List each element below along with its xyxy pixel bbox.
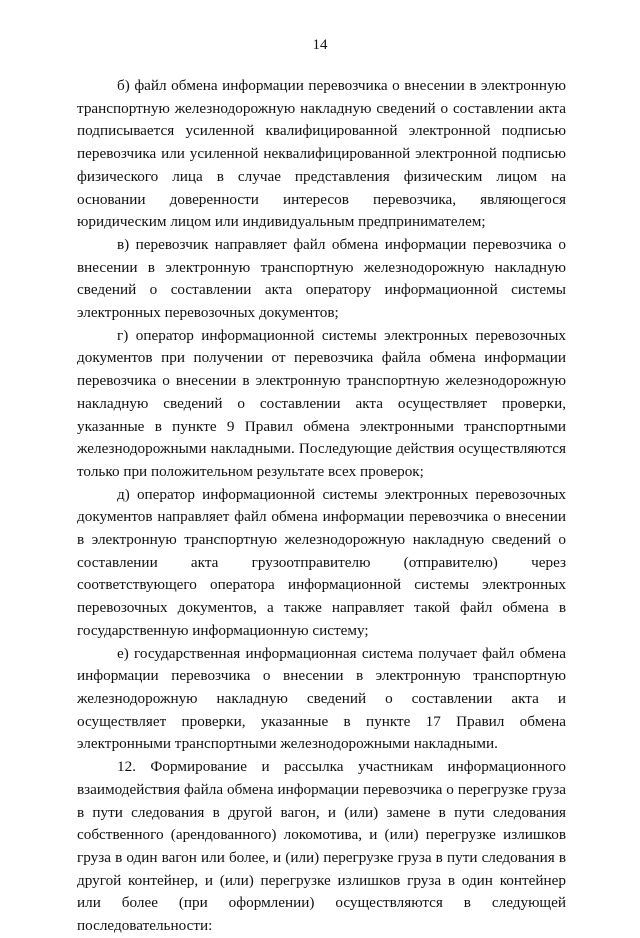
paragraph-d: д) оператор информационной системы электронных перевозочных документов направляет файл обмена информации перевозчика о внесении в электронную транспортную железнодорожную накладную сведений о составлении акта грузоотправителю (отправителю) через соответствующего оператора информационной системы электронных перевозочных документов, а также направляет такой файл обмена в государственную информационную систему;: [77, 485, 566, 639]
page-number: 14: [312, 37, 328, 53]
paragraph-v: в) перевозчик направляет файл обмена информации перевозчика о внесении в электронную транспортную железнодорожную накладную сведений о составлении акта оператору информационной системы электронных перевозочных документов;: [77, 235, 566, 322]
document-body: [77, 75, 566, 938]
paragraph-12: 12. Формирование и рассылка участникам информационного взаимодействия файла обмена информации перевозчика о перегрузке груза в пути следования в другой вагон, и (или) замене в пути следования собственного (арендованного) локомотива, и (или) перегрузке излишков груза в один вагон или более, и (или) перегрузке груза в пути следования в другой контейнер, и (или) перегрузке излишков груза в один контейнер или более (при оформлении) осуществляются в следующей последовательности:: [77, 758, 566, 935]
paragraph-e: е) государственная информационная система получает файл обмена информации перевозчика о внесении в электронную транспортную железнодорожную накладную сведений о составлении акта и осуществляет проверки, указанные в пункте 17 Правил обмена электронными транспортными железнодорожными накладными.: [77, 644, 566, 753]
paragraph-b: б) файл обмена информации перевозчика о внесении в электронную транспортную железнодорожную накладную сведений о составлении акта подписывается усиленной квалифицированной электронной подписью перевозчика или усиленной неквалифицированной электронной подписью физического лица в случае представления физическим лицом на основании доверенности интересов перевозчика, являющегося юридическим лицом или индивидуальным предпринимателем;: [77, 77, 566, 231]
paragraph-g: г) оператор информационной системы электронных перевозочных документов при получении от перевозчика файла обмена информации перевозчика о внесении в электронную транспортную железнодорожную накладную сведений о составлении акта осуществляет проверки, указанные в пункте 9 Правил обмена электронными транспортными железнодорожными накладными. Последующие действия осуществляются только при положительном результате всех проверок;: [77, 326, 566, 480]
